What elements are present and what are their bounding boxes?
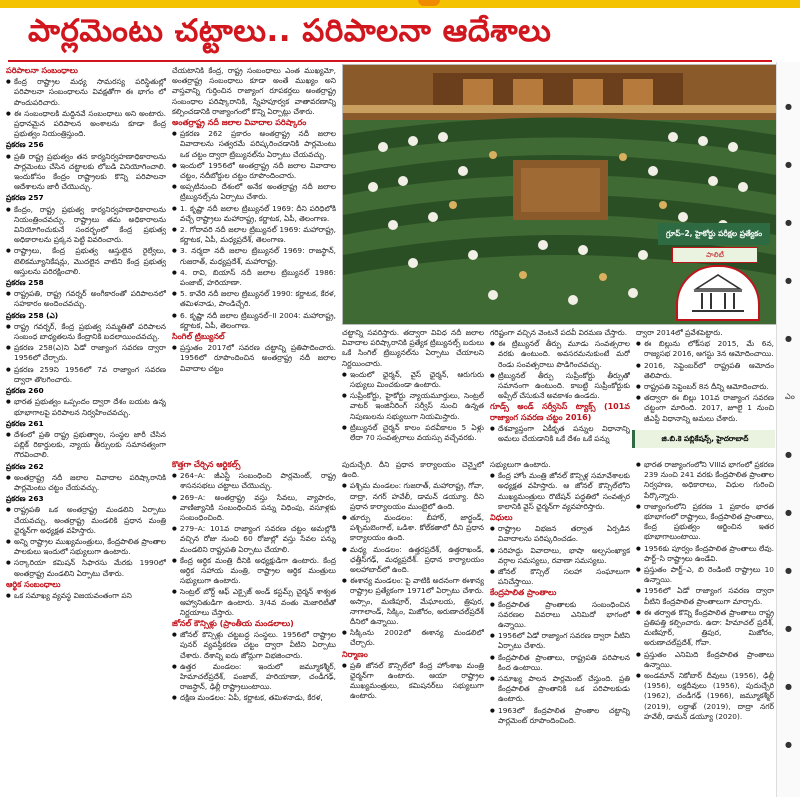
paragraph: ● అంతర్రాష్ట్ర నదీ జలాల వివాదాల పరిష్కారానికి పార్లమెంటు చట్టం చేయవచ్చు.	[6, 473, 166, 493]
paragraph: ● మధ్య మండలం: ఉత్తరప్రదేశ్‌, ఉత్తరాఖండ్‌, ఛత్తీస్‌గఢ్‌, మధ్యప్రదేశ్‌. ప్రధాన కార్యాలయం అలహాబాద్‌లో ఉంది.	[342, 545, 484, 576]
paragraph: ● సిక్కింను 2002లో ఈశాన్య మండలిలో చేర్చారు.	[342, 628, 484, 648]
edge-bullet: ●	[785, 740, 792, 749]
article-subheading: ప్రకరణ 261	[6, 418, 44, 428]
paragraph: ● ప్రకరణ 258(ఎ)ని ఏడో రాజ్యాంగ సవరణ ద్వారా 1956లో చేర్చారు.	[6, 343, 166, 363]
paragraph: ● 1956లో ఏడో రాజ్యాంగ సవరణ ద్వారా వీటిని ఏర్పాటు చేశారు.	[490, 631, 630, 651]
paragraph: ● కేంద్రం, రాష్ట్ర ప్రభుత్వ కార్యనిర్వహణాధికారాలను నియంత్రించవచ్చు. రాష్ట్రాలు తమ అధికారాలను వినియోగించుకునే సందర్భంలో కేంద్ర ప్రభుత్వ అధికారాలను ప్రక్కన పెట్టి వివరించారు.	[6, 205, 166, 246]
article-subheading: ప్రకరణ 258	[6, 278, 44, 288]
section-heading: జోనల్‌ కౌన్సిళ్లు (ప్రాంతీయ మండలాలు)	[172, 619, 294, 629]
paragraph: ● ఒక సమాఖ్య వ్యవస్థ విజయవంతంగా పని	[6, 591, 166, 601]
section-heading: ఆర్థిక సంబంధాలు	[6, 579, 61, 589]
adjacent-page-edge	[776, 62, 800, 797]
article-subheading: ప్రకరణ 258 (ఎ)	[6, 310, 59, 320]
paragraph: ● ఈ తర్వాత కొన్ని కేంద్రపాలిత ప్రాంతాలు రాష్ట్ర ప్రతిపత్తి కల్పించారు. ఉదా: హిమాచల్‌ ప్రదేశ్‌, మణిపూర్‌, త్రిపుర, మిజోరం, అరుణాచల్‌ప్రదేశ్‌, గోవా.	[636, 608, 774, 649]
paragraph: ● రాజ్యాంగంలోని ప్రకరణ 1 ప్రకారం భారత భూభాగంలో రాష్ట్రాలు, కేంద్రపాలిత ప్రాంతాలు, కేంద్ర ప్రభుత్వం ఆర్జించిన ఇతర భూభాగాలుంటాయి.	[636, 502, 774, 543]
paragraph: ● ప్రకరణ 262 ప్రకారం అంతర్రాష్ట్ర నదీ జలాల వివాదాలను సత్వరమే పరిష్కరించడానికి పార్లమెంటు ఒక చట్టం ద్వారా ట్రిబ్యునల్‌ను ఏర్పాటు చేయవచ్చు.	[172, 129, 336, 160]
paragraph: ● ప్రతి జోనల్‌ కౌన్సిల్‌లో కేంద్ర హోంశాఖ మంత్రి ఛైర్మన్‌గా ఉంటారు. ఆయా రాష్ట్రాల ముఖ్యమంత్రులు, కమిషనర్‌లు సభ్యులుగా ఉంటారు.	[342, 661, 484, 702]
paragraph: ● 2. గోదావరి నదీ జలాల ట్రిబ్యునల్‌ 1969: మహారాష్ట్ర, కర్ణాటక, ఏపీ, మధ్యప్రదేశ్‌, తెలంగాణ.	[172, 225, 336, 245]
paragraph: ● రాష్ట్ర గవర్నర్‌, కేంద్ర ప్రభుత్వ సమ్మతితో పరిపాలన సంబంధ బాధ్యతలను కేంద్రానికి బదలాయించవచ్చు.	[6, 322, 166, 342]
paragraph: ● సుప్రీంకోర్టు, హైకోర్టు న్యాయమూర్తులు, సెంట్రల్‌ వాటర్‌ ఇంజినీరింగ్‌ సర్వీస్‌ నుంచి ఉన్నత నిపుణులను సభ్యులుగా నియమిస్తారు.	[342, 391, 484, 422]
edge-bullet: ఎం	[785, 392, 795, 401]
paragraph: ● ఇందులో ఛైర్మన్‌, వైస్‌ ఛైర్మన్‌, ఆరుగురు సభ్యులు మించకుండా ఉంటారు.	[342, 370, 484, 390]
paragraph: ● కేంద్ర ఆర్థిక మంత్రి దీనికి అధ్యక్షుడిగా ఉంటారు. కేంద్ర ఆర్థిక సహాయ మంత్రి, రాష్ట్రాల ఆర్థిక మంత్రులు సభ్యులుగా ఉంటారు.	[172, 556, 336, 587]
paragraph: ● ప్రస్తుతం పార్ట్‌–ఎ, బి రెండింటి రాష్ట్రాలు 10 ఉన్నాయి.	[636, 565, 774, 585]
paragraph: ● సరిహద్దు వివాదాలు, భాషా అల్పసంఖ్యాక వర్గాల సమస్యలు, రవాణా సమస్యలు.	[490, 546, 630, 566]
paragraph: ● ట్రిబ్యునల్‌ తీర్పు సుప్రీంకోర్టు తీర్పుతో సమానంగా ఉంటుంది. కాబట్టి సుప్రీంకోర్టుకు అప్పీల్‌ చేసుకునే అవకాశం ఉండదు.	[490, 371, 630, 402]
column-1	[6, 66, 166, 794]
paragraph: ● ఉత్తర మండలం: ఇందులో జమ్మూకశ్మీర్‌, హిమాచల్‌ప్రదేశ్‌, పంజాబ్‌, హరియాణా, చండీగఢ్‌, రాజస్థాన్‌, ఢిల్లీ రాష్ట్రాలుంటాయి.	[172, 662, 336, 693]
paragraph: ● ప్రస్తుతం 2017లో సవరణ చట్టాన్ని ప్రతిపాదించారు. 1956లో రూపొందించిన అంతర్రాష్ట్ర నదీ జలాల వివాదాల చట్టం	[172, 343, 336, 374]
paragraph: ● భారత ప్రభుత్వం ఒప్పందం ద్వారా దేశం బయట ఉన్న భూభాగాలపై పరిపాలన నిర్వహించవచ్చు.	[6, 397, 166, 417]
paragraph: ● 279–A: 101వ రాజ్యాంగ సవరణ చట్టం అమల్లోకి వచ్చిన రోజు నుంచి 60 రోజుల్లో వస్తు సేవల పన్ను మండలిని రాష్ట్రపతి ఏర్పాటు చేయాలి.	[172, 524, 336, 555]
edge-bullet: ●	[785, 334, 792, 343]
paragraph: ● 3. నర్మదా నదీ జలాల ట్రిబ్యునల్‌ 1969: రాజస్థాన్‌, గుజరాత్‌, మధ్యప్రదేశ్‌, మహారాష్ట్ర.	[172, 246, 336, 266]
paragraph: ● సర్కారియా కమిషన్‌ సిఫారసు మేరకు 1990లో అంతర్రాష్ట్ర మండలిని ఏర్పాటు చేశారు.	[6, 558, 166, 578]
headline: పార్లమెంటు చట్టాలు.. పరిపాలనా ఆదేశాలు	[28, 13, 552, 49]
paragraph: ● ఈ ట్రిబ్యునల్‌ తీర్పు మూడు సంవత్సరాల వరకు ఉంటుంది. అవసరమనుకుంటే మరో రెండు సంవత్సరాలు పొడిగించవచ్చు.	[490, 339, 630, 370]
section-heading: నిర్మాణం	[342, 649, 368, 659]
paragraph: ● ఇందులో 1956లో అంతర్రాష్ట్ర నదీ జలాల వివాదాల చట్టం, నదీబోర్డుల చట్టం రూపొందించారు.	[172, 161, 336, 181]
column-5	[636, 328, 774, 428]
paragraph: ● రాష్ట్రపతి, రాష్ట్ర గవర్నర్‌ అంగీకారంతో పరిపాలనలో సహకారం అందించవచ్చు.	[6, 289, 166, 309]
section-heading: గూడ్స్‌ అండ్‌ సర్వీసెస్‌ ట్యాక్స్‌ (101వ రాజ్యాంగ సవరణ చట్టం 2016)	[490, 402, 630, 422]
section-heading: సింగిల్‌ ట్రిబ్యునల్‌	[172, 332, 225, 342]
paragraph: ● తద్వారా ఈ బిల్లు 101వ రాజ్యాంగ సవరణ చట్టంగా మారింది. 2017, జూలై 1 నుంచి జీఎస్టీ విధానాన్ని అమలు చేశారు.	[636, 393, 774, 424]
badge-line-2: పరీక్షల ప్రత్యేకం	[718, 229, 762, 238]
section-heading: పరిపాలనా సంబంధాలు	[6, 66, 78, 75]
paragraph: ● దేశంలో ప్రతి రాష్ట్ర ప్రభుత్వాల, సంస్థల జారీ చేసిన పబ్లిక్‌ రికార్డులకు, న్యాయ తీర్పులకు సమానత్వంగా గౌరవించాలి.	[6, 430, 166, 461]
paragraph: ● ఈ సంబంధాలకి మద్దినవే సంబంధాలు అని అంటారు. ప్రధానమైన పరిపాలన అంశాలను కూడా కేంద్ర ప్రభుత్వం నియంత్రిస్తుంది.	[6, 109, 166, 140]
edge-bullet: ●	[785, 508, 792, 517]
column-2	[172, 66, 336, 406]
parliament-building-icon	[676, 265, 760, 321]
paragraph: ● సెంట్రల్‌ బోర్డ్‌ ఆఫ్‌ ఎక్సైజ్‌ అండ్‌ కస్టమ్స్‌ చైర్మన్‌ శాశ్వత ఆహ్వానితుడిగా ఉంటారు. 3/4వ వంతు మెజారిటీతో నిర్ణయాలు చేస్తారు.	[172, 587, 336, 618]
edge-bullet: ●	[785, 102, 792, 111]
paragraph: ● భారత రాజ్యాంగంలోని VIIIవ భాగంలో ప్రకరణ 239 నుంచి 241 వరకు కేంద్రపాలిత ప్రాంతాల నిర్వహణ, అధికారాలు, విధుల గురించి పేర్కొన్నారు.	[636, 460, 774, 501]
paragraph: ద్వారా 2014లో ప్రవేశపెట్టారు.	[636, 328, 723, 337]
paragraph: ● సమాఖ్య పాలన పార్లమెంట్‌ చేస్తుంది. ప్రతి కేంద్రపాలిత ప్రాంతానికి ఒక పరిపాలకుడు ఉంటారు.	[490, 674, 630, 705]
paragraph: ● జోనల్‌ కౌన్సిళ్లు చట్టబద్ధ సంస్థలు. 1956లో రాష్ట్రాల పునర్‌ వ్యవస్థీకరణ చట్టం ద్వారా వీటిని ఏర్పాటు చేశారు. దేశాన్ని ఐదు జోన్లుగా విభజించారు.	[172, 630, 336, 661]
paragraph: ● కేంద్రపాలిత ప్రాంతాలకు సంబంధించిన సవరణల వివరాలు ఎనిమిదో భాగంలో ఉన్నాయి.	[490, 600, 630, 631]
paragraph: ● 1956లో ఏడో రాజ్యాంగ సవరణ ద్వారా వీటిని కేంద్రపాలిత ప్రాంతాలుగా మార్చారు.	[636, 586, 774, 606]
article-subheading: ప్రకరణ 263	[6, 494, 44, 504]
paragraph: ● 4. రావి, బియాస్‌ నదీ జలాల ట్రిబ్యునల్‌ 1986: పంజాబ్‌, హరియాణా.	[172, 268, 336, 288]
paragraph: పుదుచ్చేరి. దీని ప్రధాన కార్యాలయం చెన్నైలో ఉంది.	[342, 460, 484, 480]
paragraph: ● 264–A: జీఎస్టీ సంబంధించి పార్లమెంట్‌, రాష్ట్ర శాసనసభలు చట్టాలు చేయొచ్చు.	[172, 471, 336, 491]
paragraph: ● ప్రస్తుతం ఎనిమిది కేంద్రపాలిత ప్రాంతాలు ఉన్నాయి.	[636, 650, 774, 670]
parliament-building-glyph	[678, 267, 758, 317]
paragraph: చట్టాన్ని సవరిస్తారు. తద్వారా వివిధ నదీ జలాల వివాదాల పరిష్కారానికి ప్రత్యేక ట్రిబ్యునల్స్‌ బదులు ఒకే సింగిల్‌ ట్రిబ్యునల్‌ను ఏర్పాటు చేయాలని నిర్ణయించారు.	[342, 328, 484, 368]
headline-rule	[8, 60, 772, 62]
section-heading: కేంద్రపాలిత ప్రాంతాలు	[490, 588, 557, 598]
edge-bullet: ●	[785, 566, 792, 575]
paragraph: ● 1. కృష్ణా నదీ జలాల ట్రిబ్యునల్‌ 1969: దీని పరిధిలోకి వచ్చే రాష్ట్రాలు మహారాష్ట్ర, కర్ణాటక, ఏపీ, తెలంగాణ.	[172, 204, 336, 224]
paragraph: ● అప్పటినుంచి దేశంలో అనేక అంతర్రాష్ట్ర నదీ జలాల ట్రిబ్యునల్స్‌ను ఏర్పాటు చేశారు.	[172, 182, 336, 202]
paragraph: ● జోనల్‌ కౌన్సిల్‌ సలహా సంఘాలుగా పనిచేస్తాయి.	[490, 567, 630, 587]
paragraph: గరిష్టంగా వచ్చిన వెంటనే పదవీ విరమణ చేస్తారు.	[490, 328, 628, 337]
paragraph: ● రాష్ట్రపతి సెప్టెంబర్‌ 8న దీన్ని ఆమోదించారు.	[636, 382, 774, 392]
paragraph: ● రాష్ట్రాల విభజన తర్వాత ఏర్పడిన వివాదాలను పరిష్కరించడం.	[490, 524, 630, 544]
paragraph: ● 269–A: అంతర్రాష్ట్ర వస్తు సేవలు, వ్యాపారం, వాణిజ్యానికి సంబంధించిన పన్ను విధింపు, వసూళ్లకు సంబంధించింది.	[172, 493, 336, 524]
edge-bullet: ●	[785, 450, 792, 459]
top-color-strip	[0, 0, 800, 8]
top-orange-tab	[418, 0, 440, 6]
paragraph: ● ప్రకరణ 259ని 1956లో 7వ రాజ్యాంగ సవరణ ద్వారా తొలగించారు.	[6, 365, 166, 385]
paragraph: ● రాష్ట్రాలు, కేంద్ర ప్రభుత్వ ఆస్తులైన రైల్వేలు, టెలికమ్యూనికేషన్లు, మొదలైన వాటిని కేంద్ర ప్రభుత్వ ఆస్తులను పరిరక్షించాలి.	[6, 246, 166, 277]
paragraph: సభ్యులుగా ఉంటారు.	[490, 460, 551, 469]
paragraph: ● రాష్ట్రపతి ఒక అంతర్రాష్ట్ర మండలిని ఏర్పాటు చేయవచ్చు. అంతర్రాష్ట్ర మండలికి ప్రధాన మంత్రి ఛైర్మన్‌గా అధ్యక్షత వహిస్తారు.	[6, 505, 166, 536]
paragraph: ● ప్రతి రాష్ట్ర ప్రభుత్వం తన కార్యనిర్వహణాధికారాలను పార్లమెంటు చేసిన చట్టాలకు లోబడి వినియోగించాలి. ఇందుకోసం కేంద్రం రాష్ట్రాలకు కొన్ని పరిపాలనా ఆదేశాలను జారీ చేయొచ్చు.	[6, 152, 166, 193]
column-8	[490, 460, 630, 795]
section-heading: కొత్తగా చేర్చిన ఆర్టికల్స్‌	[172, 460, 241, 469]
paragraph: చేయటానికి కేంద్ర, రాష్ట్ర సంబంధాలు ఎంత ముఖ్యమో, అంతర్రాష్ట్ర సంబంధాలు కూడా అంతే ముఖ్యం అని వాస్తవాన్ని గుర్తించిన రాజ్యాంగ రూపకర్తలు అంతర్రాష్ట్ర సంబంధాల పరిష్కారానికి, స్నేహపూర్వక వాతావరణాన్ని కల్పించడానికి రాజ్యాంగంలో కొన్ని ఏర్పాట్లు చేశారు.	[172, 66, 336, 116]
paragraph: ● ట్రిబ్యునల్‌ చైర్మన్‌ కాలం పదవీకాలం 5 ఏళ్లు లేదా 70 సంవత్సరాలు వయస్సు వచ్చేవరకు.	[342, 423, 484, 443]
paragraph: ● 5. కావేరి నదీ జలాల ట్రిబ్యునల్‌ 1990: కర్ణాటక, కేరళ, తమిళనాడు, పాండిచ్చేరి.	[172, 289, 336, 309]
edge-bullet: ●	[785, 624, 792, 633]
section-heading: అంతర్రాష్ట్ర నదీ జలాల వివాదాల పరిష్కారం	[172, 118, 307, 128]
paragraph: ● కేంద్ర రాష్ట్రాల మధ్య సామరస్య పరిస్థితుల్లో పరిపాలనా సంబంధాలను వివక్షతోగా ఈ భాగం లో పొందుపరిచారు.	[6, 77, 166, 108]
article-subheading: ప్రకరణ 262	[6, 461, 44, 471]
paragraph: ● దేశవ్యాప్తంగా ఏకీకృత పన్నుల విధానాన్ని అమలు చేయడానికి ఒకే దేశం ఒకే పన్ను	[490, 424, 630, 444]
paragraph: ● దక్షిణ మండలం: ఏపీ, కర్ణాటక, తమిళనాడు, కేరళ,	[172, 693, 336, 703]
paragraph: ● 1956కు పూర్వం కేంద్రపాలిత ప్రాంతాలు లేవు. పార్ట్‌–సి రాష్ట్రాలు ఉండేవి.	[636, 544, 774, 564]
headline-bar	[0, 8, 800, 62]
badge-line-1: గ్రూప్‌–2, హైకోర్టు	[665, 229, 716, 238]
paragraph: ● ఈశాన్య మండలం: పై వాటికి అదనంగా ఈశాన్య రాష్ట్రాల ప్రత్యేకంగా 1971లో ఏర్పాటు చేశారు. అస్సాం, మణిపూర్‌, మేఘాలయ, త్రిపుర, నాగాలాండ్‌, సిక్కిం, మిజోరం, అరుణాచల్‌ప్రదేశ్‌ దీనిలో ఉన్నాయి.	[342, 576, 484, 627]
paragraph: ● 2016, సెప్టెంబర్‌లో రాష్ట్రపతి ఆమోదం తెలిపారు.	[636, 361, 774, 381]
edge-bullet: ●	[785, 682, 792, 691]
paragraph: ● కేంద్ర హోం మంత్రి జోనల్‌ కౌన్సిళ్ల సమావేశాలకు అధ్యక్షత వహిస్తారు. ఆ జోనల్‌ కౌన్సిల్‌లోని ముఖ్యమంత్రులు రొటేషన్‌ పద్ధతిలో సంవత్సర కాలానికి వైస్‌ ఛైర్మన్‌గా వ్యవహరిస్తారు.	[490, 471, 630, 512]
paragraph: ● అండమాన్‌ నికోబార్‌ దీవులు (1956), ఢిల్లీ (1956), లక్షదీవులు (1956), పుదుచ్చేరి (1962), చండీగఢ్‌ (1966), జమ్మూకశ్మీర్‌ (2019), లద్దాఖ్‌ (2019), దాద్రా నగర్‌ హవేలీ, డామన్‌ డయ్యూ (2020).	[636, 671, 774, 722]
paragraph: ● అన్ని రాష్ట్రాల ముఖ్యమంత్రులు, కేంద్రపాలిత ప్రాంతాల పాలకులు ఇందులో సభ్యులుగా ఉంటారు.	[6, 537, 166, 557]
subject-tag: పాలిటీ	[672, 247, 758, 263]
paragraph: ● ఈ బిల్లును లోక్‌సభ 2015, మే 6న, రాజ్యసభ 2016, ఆగస్టు 3న ఆమోదించాయి.	[636, 339, 774, 359]
article-subheading: ప్రకరణ 260	[6, 386, 44, 396]
paragraph: ● 6. కృష్ణా నదీ జలాల ట్రిబ్యునల్‌–II 2004: మహారాష్ట్ర, కర్ణాటక, ఏపీ, తెలంగాణ.	[172, 311, 336, 331]
paragraph: ● 1963లో కేంద్రపాలిత ప్రాంతాల చట్టాన్ని పార్లమెంట్‌ రూపొందించింది.	[490, 706, 630, 726]
exam-badge	[658, 223, 770, 245]
column-7	[342, 460, 484, 795]
section-heading: విధులు	[490, 513, 513, 523]
paragraph: ● పశ్చిమ మండలం: గుజరాత్‌, మహారాష్ట్ర, గోవా, దాద్రా, నగర్‌ హవేలీ, డామన్‌ డయ్యూ. దీని ప్రధాన కార్యాలయం ముంబైలో ఉంది.	[342, 481, 484, 512]
edge-bullet: ●	[785, 276, 792, 285]
column-9	[636, 460, 774, 795]
author-credit: జి.బి.కె పబ్లికేషన్స్, హైదరాబాద్	[632, 430, 775, 448]
edge-bullet: ●	[785, 160, 792, 169]
article-subheading: ప్రకరణ 256	[6, 140, 44, 150]
paragraph: ● తూర్పు మండలం: బీహార్‌, జార్ఖండ్‌, పశ్చిమబెంగాల్‌, ఒడిశా. కోల్‌కతాలో దీని ప్రధాన కార్యాలయం ఉంది.	[342, 513, 484, 544]
paragraph: ● కేంద్రపాలిత ప్రాంతాలు, రాష్ట్రపతి పరిపాలన కింద ఉంటాయి.	[490, 653, 630, 673]
column-6	[172, 460, 336, 795]
article-subheading: ప్రకరణ 257	[6, 193, 44, 203]
edge-bullet: ●	[785, 218, 792, 227]
